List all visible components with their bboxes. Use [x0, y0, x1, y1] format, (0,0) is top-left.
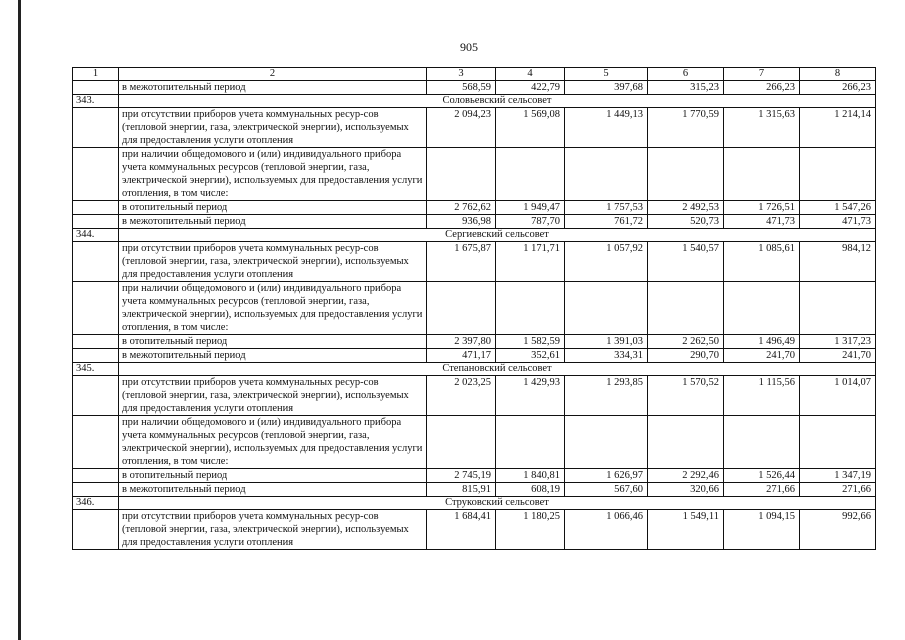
value-cell: 1 391,03	[565, 335, 648, 349]
column-header: 6	[648, 68, 724, 81]
table-row	[73, 148, 876, 201]
value-cell: 1 549,11	[648, 510, 724, 550]
row-description: в межотопительный период	[119, 349, 427, 363]
value-cell: 1 315,63	[724, 108, 800, 148]
row-number	[73, 416, 119, 469]
row-number	[73, 335, 119, 349]
value-cell: 1 449,13	[565, 108, 648, 148]
table-row	[73, 108, 876, 148]
value-cell	[496, 148, 565, 201]
table-row	[73, 416, 876, 469]
value-cell: 1 171,71	[496, 242, 565, 282]
value-cell: 2 262,50	[648, 335, 724, 349]
value-cell	[800, 416, 876, 469]
value-cell: 984,12	[800, 242, 876, 282]
value-cell: 1 626,97	[565, 469, 648, 483]
value-cell	[800, 148, 876, 201]
value-cell: 422,79	[496, 81, 565, 95]
value-cell	[648, 148, 724, 201]
value-cell: 1 569,08	[496, 108, 565, 148]
value-cell: 520,73	[648, 215, 724, 229]
row-number: 346.	[73, 497, 119, 510]
value-cell: 1 094,15	[724, 510, 800, 550]
section-title: Соловьевский сельсовет	[119, 95, 876, 108]
row-number: 343.	[73, 95, 119, 108]
value-cell: 1 684,41	[427, 510, 496, 550]
column-header: 7	[724, 68, 800, 81]
value-cell: 1 770,59	[648, 108, 724, 148]
value-cell: 1 429,93	[496, 376, 565, 416]
value-cell: 1 526,44	[724, 469, 800, 483]
row-number	[73, 215, 119, 229]
row-number	[73, 469, 119, 483]
value-cell: 290,70	[648, 349, 724, 363]
value-cell: 1 180,25	[496, 510, 565, 550]
tariff-table	[72, 67, 876, 550]
row-number	[73, 201, 119, 215]
value-cell	[427, 148, 496, 201]
value-cell: 315,23	[648, 81, 724, 95]
section-row	[73, 229, 876, 242]
column-header: 2	[119, 68, 427, 81]
value-cell: 1 582,59	[496, 335, 565, 349]
value-cell	[565, 282, 648, 335]
table-row	[73, 483, 876, 497]
page-number: 905	[460, 40, 478, 54]
value-cell: 1 570,52	[648, 376, 724, 416]
value-cell: 2 745,19	[427, 469, 496, 483]
value-cell: 397,68	[565, 81, 648, 95]
table-body	[73, 68, 876, 550]
value-cell: 787,70	[496, 215, 565, 229]
row-description: при отсутствии приборов учета коммунальных ресур-сов (тепловой энергии, газа, электрической энергии), используемых для предоставления услуги отопления	[119, 108, 427, 148]
value-cell: 1 085,61	[724, 242, 800, 282]
value-cell: 1 115,56	[724, 376, 800, 416]
value-cell: 1 726,51	[724, 201, 800, 215]
value-cell	[724, 416, 800, 469]
row-number	[73, 81, 119, 95]
table-row	[73, 469, 876, 483]
row-description: в межотопительный период	[119, 483, 427, 497]
section-title: Степановский сельсовет	[119, 363, 876, 376]
value-cell	[565, 416, 648, 469]
value-cell: 2 023,25	[427, 376, 496, 416]
row-description: при отсутствии приборов учета коммунальных ресур-сов (тепловой энергии, газа, электрической энергии), используемых для предоставления услуги отопления	[119, 242, 427, 282]
value-cell	[427, 416, 496, 469]
value-cell: 1 057,92	[565, 242, 648, 282]
value-cell: 471,73	[800, 215, 876, 229]
value-cell: 1 949,47	[496, 201, 565, 215]
value-cell	[724, 282, 800, 335]
value-cell	[496, 282, 565, 335]
row-description: при наличии общедомового и (или) индивидуального прибора учета коммунальных ресурсов (тепловой энергии, газа, электрической энергии), используемых для предоставления услуги отопления, в том числе:	[119, 282, 427, 335]
table-row	[73, 215, 876, 229]
table-row	[73, 282, 876, 335]
column-header: 5	[565, 68, 648, 81]
column-header: 4	[496, 68, 565, 81]
table-row	[73, 242, 876, 282]
value-cell: 271,66	[724, 483, 800, 497]
row-number	[73, 376, 119, 416]
value-cell: 1 066,46	[565, 510, 648, 550]
value-cell: 1 293,85	[565, 376, 648, 416]
value-cell	[565, 148, 648, 201]
value-cell: 241,70	[800, 349, 876, 363]
section-row	[73, 95, 876, 108]
value-cell: 568,59	[427, 81, 496, 95]
value-cell: 761,72	[565, 215, 648, 229]
section-title: Струковский сельсовет	[119, 497, 876, 510]
value-cell: 352,61	[496, 349, 565, 363]
row-description: при наличии общедомового и (или) индивидуального прибора учета коммунальных ресурсов (тепловой энергии, газа, электрической энергии), используемых для предоставления услуги отопления, в том числе:	[119, 148, 427, 201]
section-row	[73, 497, 876, 510]
column-header: 1	[73, 68, 119, 81]
section-title: Сергиевский сельсовет	[119, 229, 876, 242]
value-cell: 1 014,07	[800, 376, 876, 416]
value-cell: 1 317,23	[800, 335, 876, 349]
value-cell	[800, 282, 876, 335]
value-cell	[724, 148, 800, 201]
table-row	[73, 510, 876, 550]
row-number	[73, 483, 119, 497]
value-cell	[427, 282, 496, 335]
row-description: в отопительный период	[119, 469, 427, 483]
row-number: 344.	[73, 229, 119, 242]
value-cell: 1 757,53	[565, 201, 648, 215]
row-description: в отопительный период	[119, 335, 427, 349]
row-description: в межотопительный период	[119, 81, 427, 95]
table-row	[73, 81, 876, 95]
value-cell: 1 347,19	[800, 469, 876, 483]
value-cell: 567,60	[565, 483, 648, 497]
value-cell: 2 492,53	[648, 201, 724, 215]
value-cell: 2 292,46	[648, 469, 724, 483]
value-cell: 1 214,14	[800, 108, 876, 148]
row-description: при отсутствии приборов учета коммунальных ресур-сов (тепловой энергии, газа, электрической энергии), используемых для предоставления услуги отопления	[119, 376, 427, 416]
value-cell: 334,31	[565, 349, 648, 363]
value-cell: 1 675,87	[427, 242, 496, 282]
value-cell: 471,17	[427, 349, 496, 363]
table-row	[73, 349, 876, 363]
column-header: 8	[800, 68, 876, 81]
row-description: при наличии общедомового и (или) индивидуального прибора учета коммунальных ресурсов (тепловой энергии, газа, электрической энергии), используемых для предоставления услуги отопления, в том числе:	[119, 416, 427, 469]
value-cell: 1 547,26	[800, 201, 876, 215]
value-cell: 936,98	[427, 215, 496, 229]
value-cell	[648, 416, 724, 469]
value-cell: 1 540,57	[648, 242, 724, 282]
value-cell: 471,73	[724, 215, 800, 229]
row-number	[73, 242, 119, 282]
row-number	[73, 510, 119, 550]
value-cell	[648, 282, 724, 335]
value-cell: 1 840,81	[496, 469, 565, 483]
value-cell	[496, 416, 565, 469]
value-cell: 320,66	[648, 483, 724, 497]
value-cell: 271,66	[800, 483, 876, 497]
value-cell: 266,23	[800, 81, 876, 95]
value-cell: 2 397,80	[427, 335, 496, 349]
row-description: в отопительный период	[119, 201, 427, 215]
row-description: в межотопительный период	[119, 215, 427, 229]
value-cell: 241,70	[724, 349, 800, 363]
value-cell: 608,19	[496, 483, 565, 497]
row-number: 345.	[73, 363, 119, 376]
row-number	[73, 108, 119, 148]
value-cell: 2 762,62	[427, 201, 496, 215]
scan-edge-line	[18, 0, 21, 640]
table-row	[73, 335, 876, 349]
section-row	[73, 363, 876, 376]
value-cell: 992,66	[800, 510, 876, 550]
value-cell: 1 496,49	[724, 335, 800, 349]
table-header-row	[73, 68, 876, 81]
row-number	[73, 282, 119, 335]
row-description: при отсутствии приборов учета коммунальных ресур-сов (тепловой энергии, газа, электрической энергии), используемых для предоставления услуги отопления	[119, 510, 427, 550]
value-cell: 815,91	[427, 483, 496, 497]
table-row	[73, 376, 876, 416]
column-header: 3	[427, 68, 496, 81]
row-number	[73, 148, 119, 201]
value-cell: 266,23	[724, 81, 800, 95]
table-row	[73, 201, 876, 215]
value-cell: 2 094,23	[427, 108, 496, 148]
row-number	[73, 349, 119, 363]
